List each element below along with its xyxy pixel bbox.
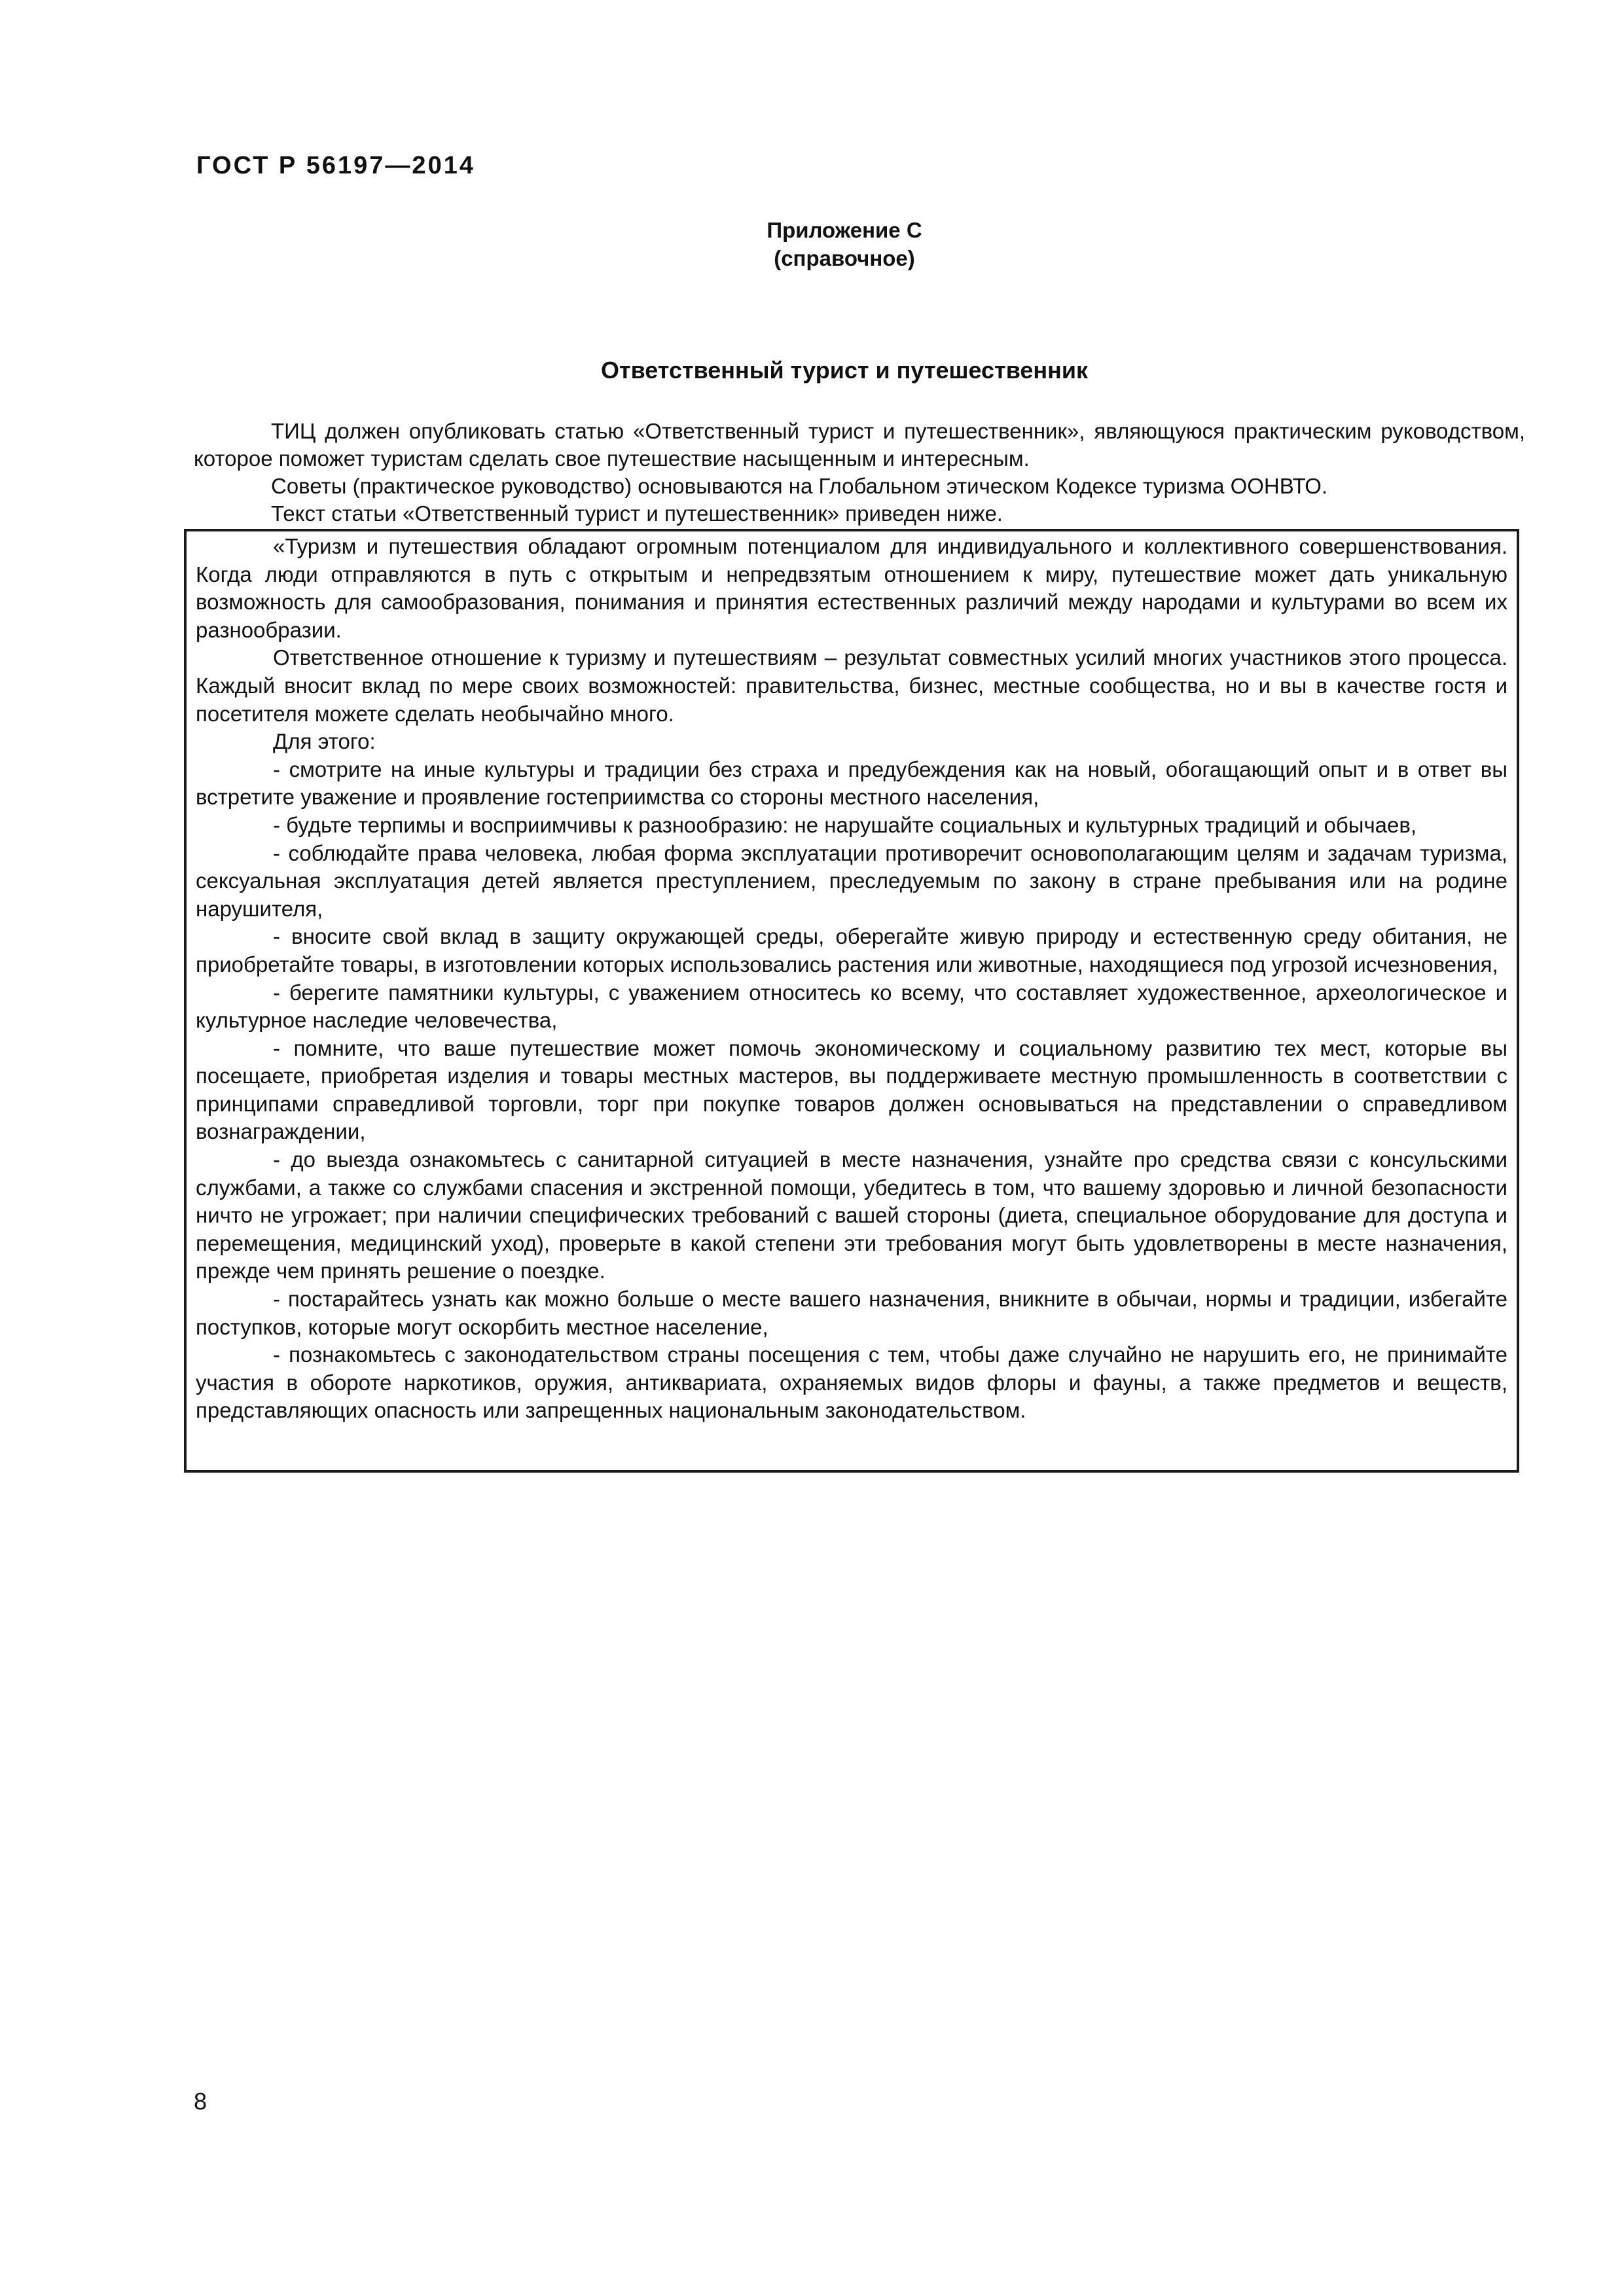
- article-list-item: - до выезда ознакомьтесь с санитарной ситуацией в месте назначения, узнайте про средства связи с консульскими службами, а также со службами спасения и экстренной помощи, убедитесь в том, что вашему здоровью и личной безопасности ничто не угрожает; при наличии специфических требований с вашей стороны (диета, специальное оборудование для доступа и перемещения, медицинский уход), проверьте в какой степени эти требования могут быть удовлетворены в месте назначения, прежде чем принять решение о поездке.: [196, 1147, 1507, 1283]
- article-list-item: - помните, что ваше путешествие может помочь экономическому и социальному развитию тех мест, которые вы посещаете, приобретая изделия и товары местных мастеров, вы поддерживаете местную промышленность в соответствии с принципами справедливой торговли, торг при покупке товаров должен основываться на представлении о справедливом вознаграждении,: [196, 1035, 1507, 1144]
- article-paragraph: Ответственное отношение к туризму и путешествиям – результат совместных усилий многих участников этого процесса. Каждый вносит вклад по мере своих возможностей: правительства, бизнес, местные сообщества, но и вы в качестве гостя и посетителя можете сделать необычайно много.: [196, 645, 1507, 726]
- article-title: Ответственный турист и путешественник: [600, 357, 1089, 384]
- article-text-box: [184, 529, 1519, 1473]
- appendix-label: Приложение С: [767, 218, 922, 242]
- document-code: ГОСТ Р 56197—2014: [196, 152, 475, 179]
- appendix-type: (справочное): [774, 246, 915, 270]
- intro-section: [194, 418, 1525, 528]
- page-number: 8: [194, 2088, 208, 2115]
- intro-paragraph: Текст статьи «Ответственный турист и путешественник» приведен ниже.: [271, 501, 1003, 526]
- article-list-item: - постарайтесь узнать как можно больше о месте вашего назначения, вникните в обычаи, нормы и традиции, избегайте поступков, которые могут оскорбить местное население,: [196, 1287, 1507, 1339]
- article-list-item: - познакомьтесь с законодательством страны посещения с тем, чтобы даже случайно не нарушить его, не принимайте участия в обороте наркотиков, оружия, антиквариата, охраняемых видов флоры и фауны, а также предметов и веществ, представляющих опасность или запрещенных национальным законодательством.: [196, 1342, 1507, 1423]
- article-list-item: - вносите свой вклад в защиту окружающей среды, оберегайте живую природу и естественную среду обитания, не приобретайте товары, в изготовлении которых использовались растения или животные, находящиеся под угрозой исчезновения,: [196, 924, 1507, 977]
- intro-paragraph: Советы (практическое руководство) основываются на Глобальном этическом Кодексе туризма ООНВТО.: [271, 474, 1328, 498]
- article-list-item: - соблюдайте права человека, любая форма эксплуатации противоречит основополагающим целям и задачам туризма, сексуальная эксплуатация детей является преступлением, преследуемым по закону в стране пребывания или на родине нарушителя,: [196, 840, 1507, 921]
- appendix-heading: [655, 216, 1034, 272]
- article-list-item: - смотрите на иные культуры и традиции без страха и предубеждения как на новый, обогащающий опыт и в ответ вы встретите уважение и проявление гостеприимства со стороны местного населения,: [196, 757, 1507, 810]
- article-list-item: - будьте терпимы и восприимчивы к разнообразию: не нарушайте социальных и культурных традиций и обычаев,: [273, 812, 1417, 837]
- intro-paragraph: ТИЦ должен опубликовать статью «Ответственный турист и путешественник», являющуюся практическим руководством, которое поможет туристам сделать свое путешествие насыщенным и интересным.: [194, 419, 1525, 471]
- article-paragraph: Для этого:: [273, 729, 376, 754]
- article-list-item: - берегите памятники культуры, с уважением относитесь ко всему, что составляет художественное, археологическое и культурное наследие человечества,: [196, 980, 1507, 1033]
- article-paragraph: «Туризм и путешествия обладают огромным потенциалом для индивидуального и коллективного совершенствования. Когда люди отправляются в путь с открытым и непредвзятым отношением к миру, путешествие может дать уникальную возможность для самообразования, понимания и принятия естественных различий между народами и культурами во всем их разнообразии.: [196, 534, 1507, 642]
